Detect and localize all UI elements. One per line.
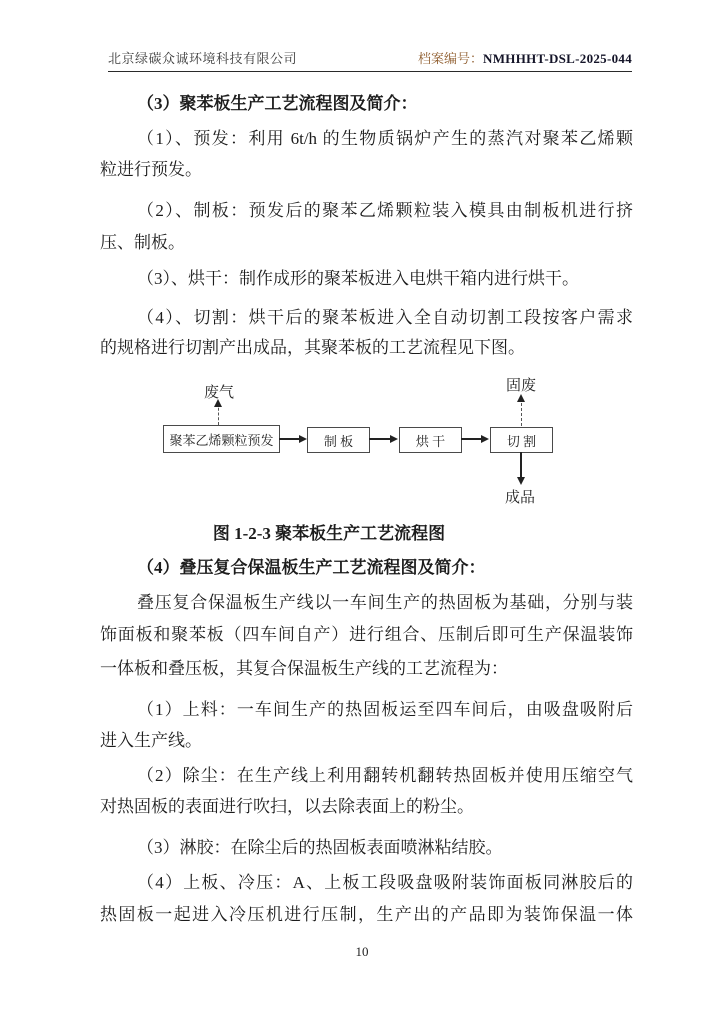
arrow-right-icon — [299, 435, 307, 443]
paragraph-line: （3）淋胶：在除尘后的热固板表面喷淋粘结胶。 — [137, 838, 503, 857]
paragraph-line: 饰面板和聚苯板（四车间自产）进行组合、压制后即可生产保温装饰 — [100, 625, 633, 644]
paragraph-line: （4）上板、冷压：A、上板工段吸盘吸附装饰面板同淋胶后的 — [137, 873, 633, 892]
flow-node-prefoaming: 聚苯乙烯颗粒预发 — [163, 425, 280, 453]
paragraph-line: 的规格进行切割产出成品，其聚苯板的工艺流程见下图。 — [100, 338, 525, 357]
arrow-right-icon — [481, 435, 489, 443]
arrow-right-icon — [390, 435, 398, 443]
header-archive-number — [418, 48, 632, 67]
header-divider — [108, 71, 632, 72]
paragraph-line: 一体板和叠压板，其复合保温板生产线的工艺流程为： — [100, 659, 508, 678]
product-label: 成品 — [505, 490, 536, 506]
waste-gas-label: 废气 — [204, 385, 235, 401]
page-number: 10 — [355, 944, 369, 959]
paragraph-line: 叠压复合保温板生产线以一车间生产的热固板为基础，分别与装 — [137, 593, 633, 612]
archive-label: 档案编号： — [418, 51, 484, 66]
section3-heading: （3）聚苯板生产工艺流程图及简介： — [137, 94, 418, 113]
flow-connector — [520, 452, 522, 478]
section4-heading: （4）叠压复合保温板生产工艺流程图及简介： — [137, 558, 486, 577]
arrow-up-icon — [517, 394, 525, 402]
header-company-name: 北京绿碳众诚环境科技有限公司 — [108, 51, 298, 66]
paragraph-line: （1）、预发：利用 6t/h 的生物质锅炉产生的蒸汽对聚苯乙烯颗 — [137, 129, 633, 148]
solid-waste-label: 固废 — [506, 378, 537, 394]
paragraph-line: 进入生产线。 — [100, 731, 202, 750]
paragraph-line: （2）、制板：预发后的聚苯乙烯颗粒装入模具由制板机进行挤 — [137, 201, 633, 220]
paragraph-line: 粒进行预发。 — [100, 160, 202, 179]
flow-node-board-making: 制 板 — [307, 427, 370, 453]
dashed-connector — [521, 398, 522, 426]
paragraph-line: 对热固板的表面进行吹扫，以去除表面上的粉尘。 — [100, 797, 474, 816]
archive-value: NMHHHT-DSL-2025-044 — [483, 51, 632, 66]
flow-node-cutting: 切 割 — [490, 427, 553, 453]
flow-connector — [461, 438, 482, 440]
flow-node-drying: 烘 干 — [399, 427, 462, 453]
figure-caption: 图 1-2-3 聚苯板生产工艺流程图 — [212, 524, 446, 543]
paragraph-line: 热固板一起进入冷压机进行压制，生产出的产品即为装饰保温一体 — [100, 905, 633, 924]
paragraph-line: （4）、切割：烘干后的聚苯板进入全自动切割工段按客户需求 — [137, 308, 633, 327]
arrow-up-icon — [214, 399, 222, 407]
flow-connector — [279, 438, 300, 440]
paragraph-line: （3）、烘干：制作成形的聚苯板进入电烘干箱内进行烘干。 — [137, 269, 579, 288]
flow-connector — [369, 438, 391, 440]
paragraph-line: 压、制板。 — [100, 233, 185, 252]
paragraph-line: （2）除尘：在生产线上利用翻转机翻转热固板并使用压缩空气 — [137, 766, 633, 785]
paragraph-line: （1）上料：一车间生产的热固板运至四车间后，由吸盘吸附后 — [137, 700, 633, 719]
arrow-down-icon — [517, 477, 525, 485]
